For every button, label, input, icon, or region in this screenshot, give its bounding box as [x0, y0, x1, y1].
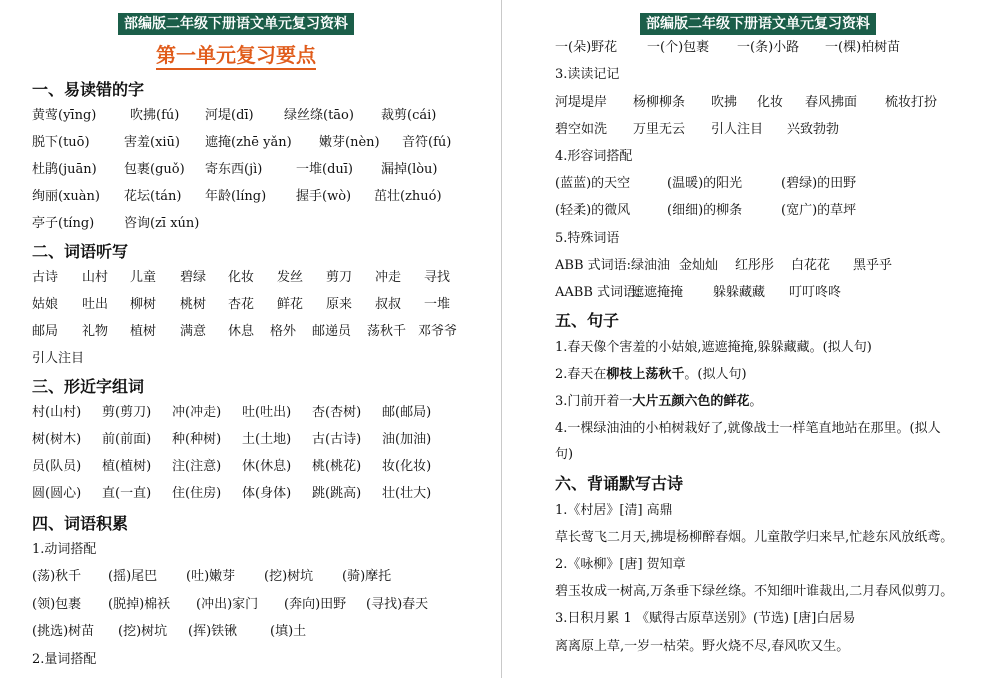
section-heading: 一、易读错的字 — [32, 80, 145, 99]
word-item: 礼物 — [82, 324, 109, 339]
column-divider — [501, 0, 502, 678]
word-item: 遮掩(zhē yǎn) — [205, 135, 292, 150]
word-item: 茁壮(zhuó) — [374, 189, 442, 204]
subheading: 5.特殊词语 — [555, 231, 620, 246]
page-banner: 部编版二年级下册语文单元复习资料 — [118, 13, 354, 35]
poem-title: 3.日积月累 1 《赋得古原草送别》(节选) [唐]白居易 — [555, 611, 856, 626]
word-item: (轻柔)的微风 — [555, 203, 631, 218]
word-item: 绿油油 — [631, 258, 671, 273]
word-item: 一堆(duī) — [296, 162, 353, 177]
word-item: 树(树木) — [32, 432, 82, 447]
word-item: 花坛(tán) — [124, 189, 182, 204]
word-item: 一(朵)野花 — [555, 40, 618, 55]
word-row — [32, 349, 494, 369]
word-item: 化妆 — [228, 270, 255, 285]
word-item: 儿童 — [130, 270, 157, 285]
word-item: 员(队员) — [32, 459, 82, 474]
word-item: 寄东西(jì) — [205, 162, 263, 177]
word-row — [555, 93, 1001, 113]
word-item: 村(山村) — [32, 405, 82, 420]
word-item: 年龄(líng) — [205, 189, 267, 204]
word-item: 前(前面) — [102, 432, 152, 447]
word-item: 体(身体) — [242, 486, 292, 501]
word-item: (挥)铁锹 — [188, 624, 238, 639]
word-item: 注(注意) — [172, 459, 222, 474]
word-item: 叮叮咚咚 — [789, 285, 842, 300]
word-item: 害羞(xiū) — [124, 135, 181, 150]
word-item: 山村 — [82, 270, 109, 285]
section-heading: 五、句子 — [555, 311, 620, 330]
word-item: (挑选)树苗 — [32, 624, 95, 639]
word-item: 剪(剪刀) — [102, 405, 152, 420]
sentence-text: 。 — [749, 394, 763, 409]
sentence-3 — [555, 392, 762, 412]
word-row — [32, 295, 494, 315]
word-row — [555, 174, 1001, 194]
word-row — [32, 403, 494, 423]
word-item: 红彤彤 — [735, 258, 775, 273]
word-item: 脱下(tuō) — [32, 135, 90, 150]
word-item: 引人注目 — [32, 351, 85, 366]
word-item: 吐出 — [82, 297, 109, 312]
word-item: 咨询(zī xún) — [124, 216, 200, 231]
label: AABB 式词语: — [555, 285, 641, 300]
word-item: 姑娘 — [32, 297, 59, 312]
word-item: 邮(邮局) — [382, 405, 432, 420]
sentence-4: 4.一棵绿油油的小柏树栽好了,就像战士一样笔直地站在那里。(拟人 — [555, 421, 941, 436]
sentence-1: 1.春天像个害羞的小姑娘,遮遮掩掩,躲躲藏藏。(拟人句) — [555, 340, 872, 355]
word-item: 壮(壮大) — [382, 486, 432, 501]
word-item: (吐)嫩芽 — [186, 569, 236, 584]
section-heading: 四、词语积累 — [32, 514, 129, 533]
word-item: (脱掉)棉袄 — [108, 597, 171, 612]
word-item: 杏花 — [228, 297, 255, 312]
word-item: 躲躲藏藏 — [713, 285, 766, 300]
word-item: 嫩芽(nèn) — [319, 135, 380, 150]
poem-title: 1.《村居》[清] 高鼎 — [555, 503, 673, 518]
pinyin-row — [32, 214, 494, 234]
word-item: 亭子(tíng) — [32, 216, 95, 231]
word-item: 土(土地) — [242, 432, 292, 447]
word-item: 绚丽(xuàn) — [32, 189, 100, 204]
word-item: 化妆 — [757, 95, 784, 110]
word-item: 一(条)小路 — [737, 40, 800, 55]
subheading: 4.形容词搭配 — [555, 149, 633, 164]
word-item: (摇)尾巴 — [108, 569, 158, 584]
word-row — [555, 120, 1001, 140]
subheading-text: 1.动词搭配 — [32, 542, 97, 557]
word-item: 漏掉(lòu) — [381, 162, 438, 177]
section-heading: 六、背诵默写古诗 — [555, 474, 684, 493]
word-item: 音符(fú) — [402, 135, 452, 150]
left-column — [0, 0, 498, 678]
word-item: 杜鹃(juān) — [32, 162, 97, 177]
word-item: 桃树 — [180, 297, 207, 312]
word-item: 原来 — [326, 297, 353, 312]
sentence-text: 。(拟人句) — [684, 367, 747, 382]
word-item: 杏(杏树) — [312, 405, 362, 420]
word-item: 万里无云 — [633, 122, 686, 137]
word-item: 金灿灿 — [679, 258, 719, 273]
poem-text: 碧玉妆成一树高,万条垂下绿丝绦。不知细叶谁裁出,二月春风似剪刀。 — [555, 584, 954, 599]
word-row — [32, 595, 494, 615]
word-item: 一(棵)柏树苗 — [825, 40, 901, 55]
word-item: 古诗 — [32, 270, 59, 285]
word-item: 柳树 — [130, 297, 157, 312]
word-item: 裁剪(cái) — [381, 108, 437, 123]
sentence-text: 3.门前开着一 — [555, 394, 633, 409]
word-item: 寻找 — [424, 270, 451, 285]
word-item: 包裹(guǒ) — [124, 162, 185, 177]
word-item: 油(加油) — [382, 432, 432, 447]
sentence-4-cont: 句) — [555, 447, 574, 462]
page-banner: 部编版二年级下册语文单元复习资料 — [640, 13, 876, 35]
word-item: 种(种树) — [172, 432, 222, 447]
word-item: 遮遮掩掩 — [631, 285, 684, 300]
subheading — [32, 650, 494, 670]
word-item: 河堤堤岸 — [555, 95, 608, 110]
word-item: 黑乎乎 — [853, 258, 893, 273]
word-row — [555, 201, 1001, 221]
section-heading: 三、形近字组词 — [32, 377, 145, 396]
word-row — [555, 256, 1001, 276]
word-item: 植树 — [130, 324, 157, 339]
word-item: 发丝 — [277, 270, 304, 285]
word-item: 握手(wò) — [296, 189, 352, 204]
subheading-text: 2.量词搭配 — [32, 652, 97, 667]
label: ABB 式词语: — [555, 258, 632, 273]
word-item: (挖)树坑 — [118, 624, 168, 639]
word-item: 休息 — [228, 324, 255, 339]
word-item: 格外 — [270, 324, 297, 339]
word-item: 邓爷爷 — [418, 324, 458, 339]
word-item: 一堆 — [424, 297, 451, 312]
word-item: 梳妆打扮 — [885, 95, 938, 110]
word-item: 叔叔 — [375, 297, 402, 312]
word-item: 吹拂 — [711, 95, 738, 110]
subheading — [32, 540, 494, 560]
word-item: 春风拂面 — [805, 95, 858, 110]
word-item: (细细)的柳条 — [667, 203, 743, 218]
word-item: 跳(跳高) — [312, 486, 362, 501]
sentence-emphasis: 大片五颜六色的鲜花 — [632, 394, 750, 409]
word-item: (奔向)田野 — [284, 597, 347, 612]
poem-text: 离离原上草,一岁一枯荣。野火烧不尽,春风吹又生。 — [555, 639, 850, 654]
word-item: 白花花 — [791, 258, 831, 273]
word-item: (填)土 — [270, 624, 307, 639]
word-item: (冲出)家门 — [196, 597, 259, 612]
pinyin-row — [32, 106, 494, 126]
word-row — [555, 38, 1001, 58]
sentence-emphasis: 柳枝上荡秋千 — [606, 367, 685, 382]
word-item: 鲜花 — [277, 297, 304, 312]
word-item: 古(古诗) — [312, 432, 362, 447]
word-item: 圆(圆心) — [32, 486, 82, 501]
right-column — [507, 0, 1005, 678]
unit-title: 第一单元复习要点 — [156, 42, 316, 70]
word-row — [32, 457, 494, 477]
word-item: 住(住房) — [172, 486, 222, 501]
word-row — [32, 430, 494, 450]
word-item: 荡秋千 — [367, 324, 407, 339]
poem-text: 草长莺飞二月天,拂堤杨柳醉春烟。儿童散学归来早,忙趁东风放纸鸢。 — [555, 530, 954, 545]
word-item: 兴致勃勃 — [787, 122, 840, 137]
word-item: 邮递员 — [312, 324, 352, 339]
word-item: 植(植树) — [102, 459, 152, 474]
word-item: (宽广)的草坪 — [781, 203, 857, 218]
sentence-2 — [555, 365, 747, 385]
word-row — [32, 268, 494, 288]
word-item: 一(个)包裹 — [647, 40, 710, 55]
pinyin-row — [32, 133, 494, 153]
word-row — [32, 484, 494, 504]
word-item: (温暖)的阳光 — [667, 176, 743, 191]
word-item: 吐(吐出) — [242, 405, 292, 420]
word-item: 绿丝绦(tāo) — [284, 108, 354, 123]
word-item: 妆(化妆) — [382, 459, 432, 474]
sentence-text: 2.春天在 — [555, 367, 607, 382]
word-item: 满意 — [180, 324, 207, 339]
pinyin-row — [32, 160, 494, 180]
word-item: (寻找)春天 — [366, 597, 429, 612]
word-row — [32, 567, 494, 587]
word-item: (挖)树坑 — [264, 569, 314, 584]
poem-title: 2.《咏柳》[唐] 贺知章 — [555, 557, 686, 572]
word-item: 冲(冲走) — [172, 405, 222, 420]
word-item: 吹拂(fú) — [130, 108, 180, 123]
pinyin-row — [32, 187, 494, 207]
word-item: (蓝蓝)的天空 — [555, 176, 631, 191]
word-item: 碧绿 — [180, 270, 207, 285]
word-item: 剪刀 — [326, 270, 353, 285]
word-item: (骑)摩托 — [342, 569, 392, 584]
word-row — [555, 283, 1001, 303]
word-item: 河堤(dī) — [205, 108, 254, 123]
subheading: 3.读读记记 — [555, 67, 620, 82]
word-item: (碧绿)的田野 — [781, 176, 857, 191]
word-item: 杨柳柳条 — [633, 95, 686, 110]
word-item: 冲走 — [375, 270, 402, 285]
word-item: 碧空如洗 — [555, 122, 608, 137]
word-item: 黄莺(yīng) — [32, 108, 97, 123]
word-item: (领)包裹 — [32, 597, 82, 612]
word-item: 桃(桃花) — [312, 459, 362, 474]
word-item: 直(一直) — [102, 486, 152, 501]
word-row — [32, 622, 494, 642]
word-item: 邮局 — [32, 324, 59, 339]
section-heading: 二、词语听写 — [32, 242, 129, 261]
word-row — [32, 322, 494, 342]
word-item: (荡)秋千 — [32, 569, 82, 584]
word-item: 引人注目 — [711, 122, 764, 137]
word-item: 休(休息) — [242, 459, 292, 474]
